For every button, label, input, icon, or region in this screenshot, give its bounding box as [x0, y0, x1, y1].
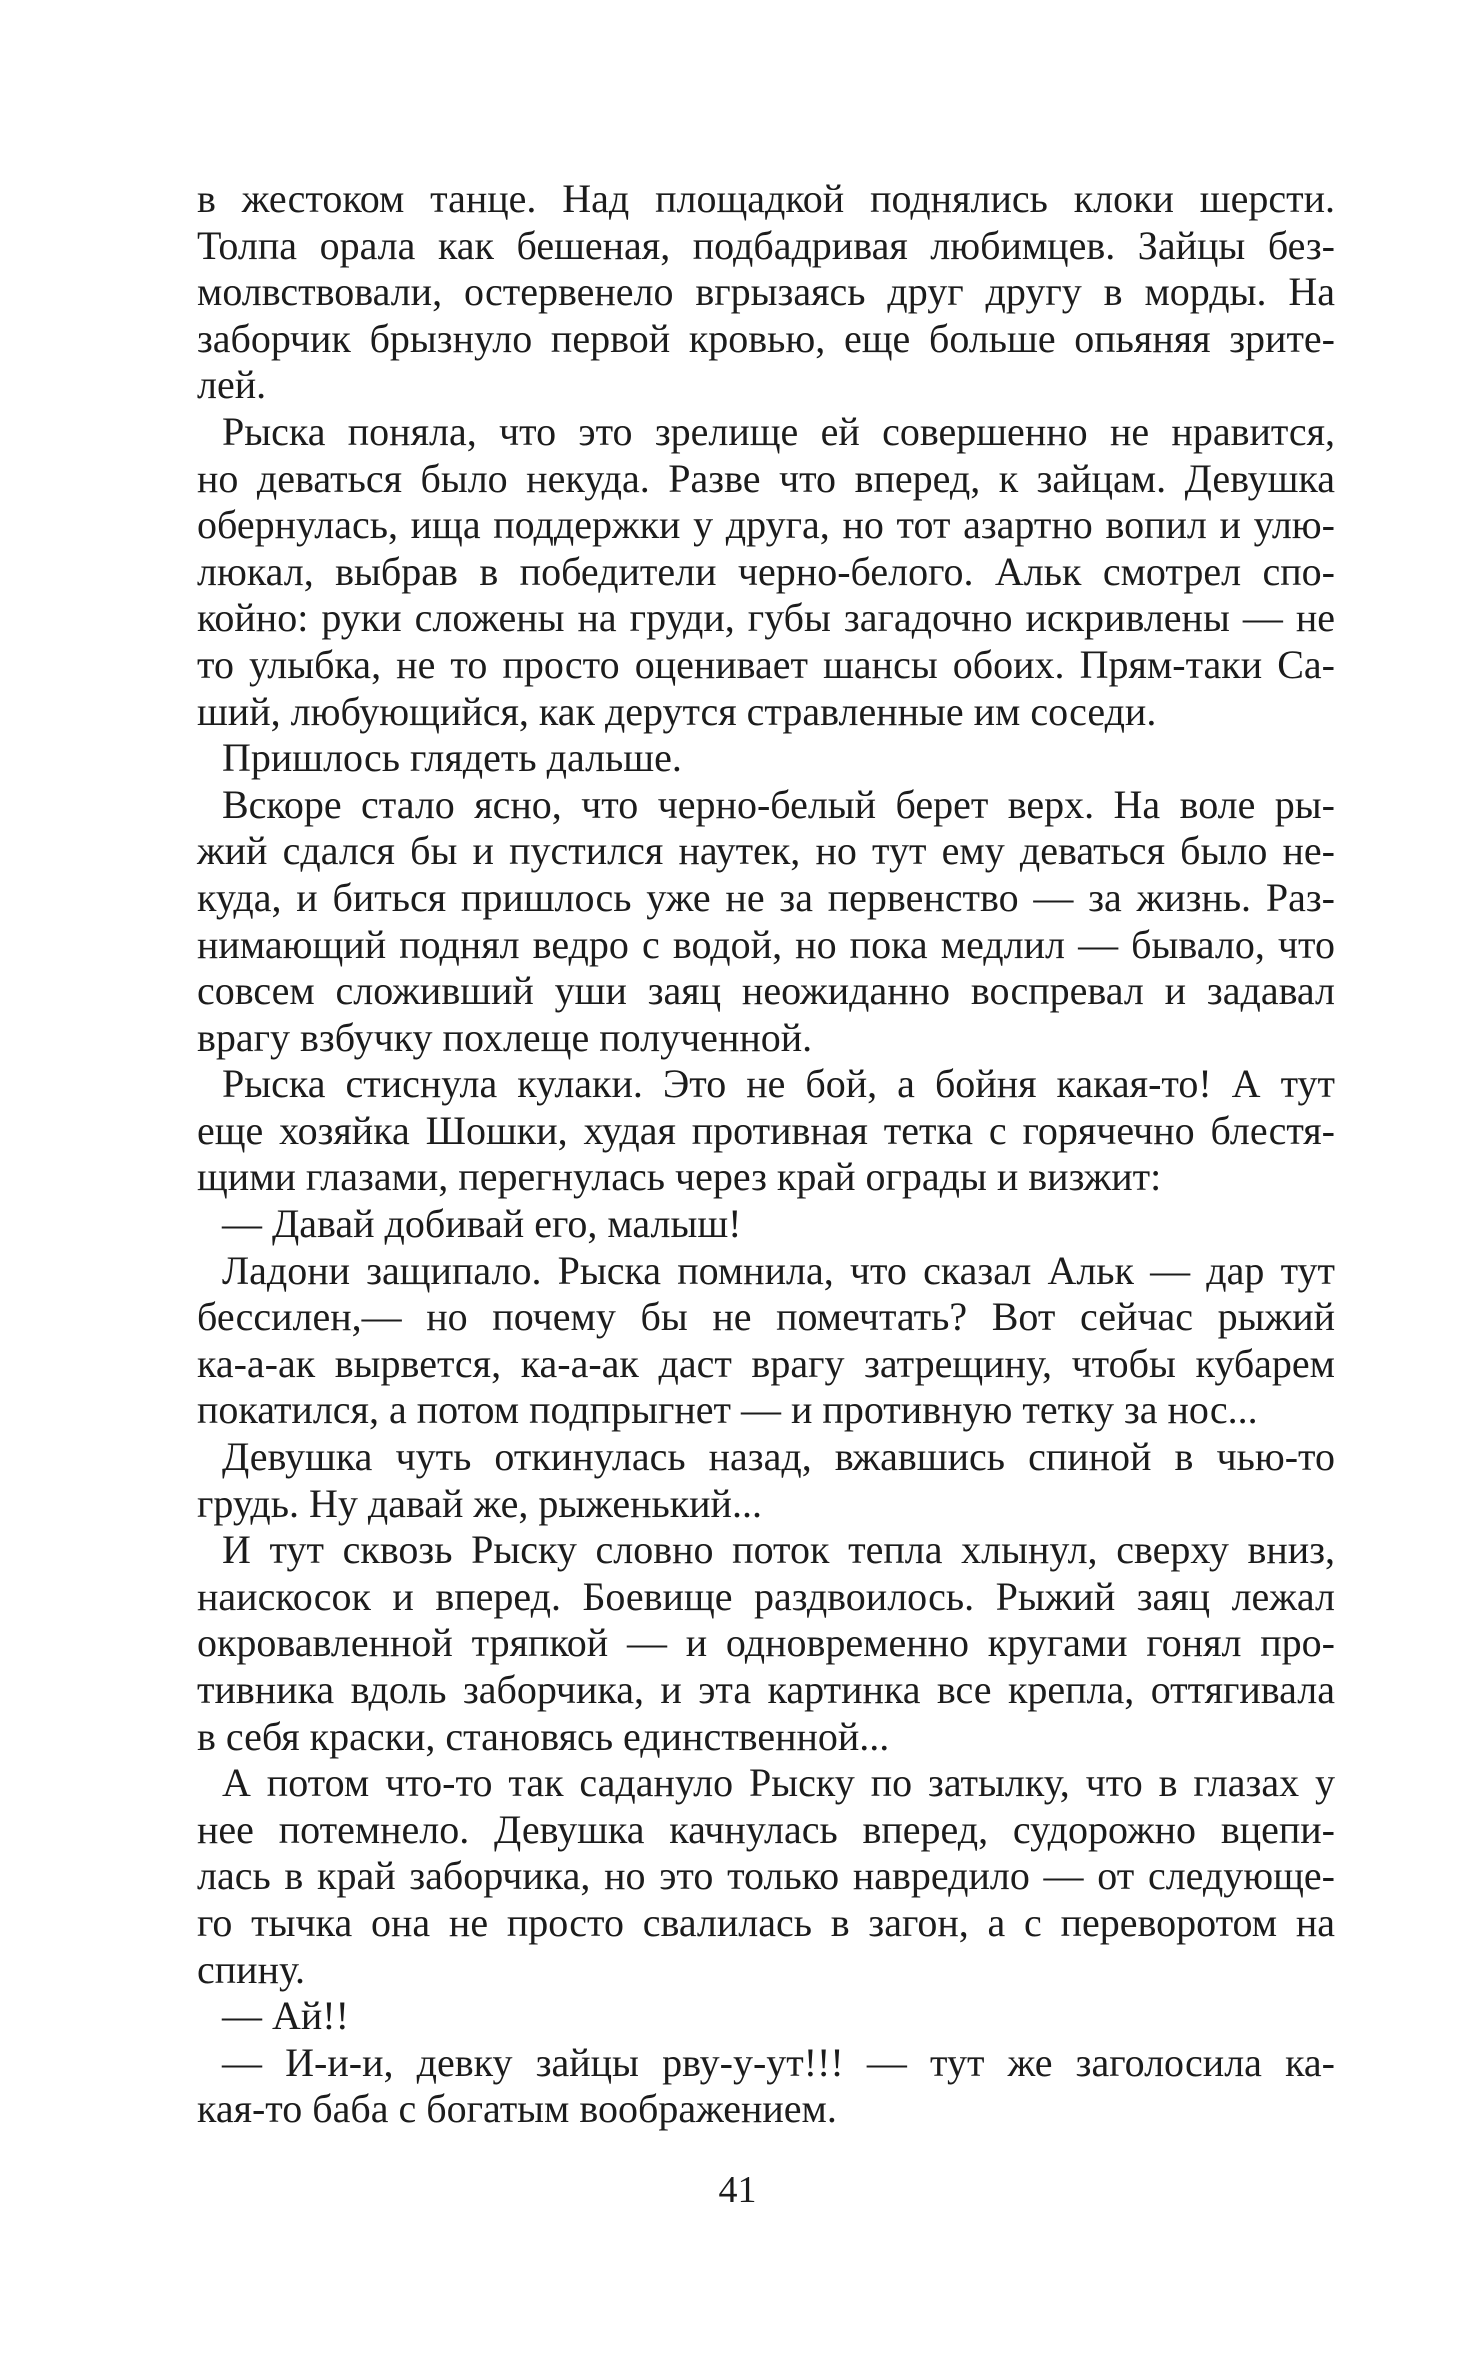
text-line: жий сдался бы и пустился наутек, но тут ему деваться было не- [197, 828, 1335, 874]
text-line: окровавленной тряпкой — и одновременно кругами гонял про- [197, 1620, 1335, 1666]
paragraph-start-line: Ладони защипало. Рыска помнила, что сказал Альк — дар тут [222, 1247, 1335, 1293]
paragraph-start-line: А потом что-то так садануло Рыску по затылку, что в глазах у [222, 1760, 1335, 1806]
paragraph-start-line: И тут сквозь Рыску словно поток тепла хлынул, сверху вниз, [222, 1527, 1335, 1573]
text-line: бессилен,— но почему бы не помечтать? Вот сейчас рыжий [197, 1294, 1335, 1340]
text-line: то улыбка, не то просто оценивает шансы обоих. Прям-таки Са- [197, 641, 1335, 687]
text-line: грудь. Ну давай же, рыженький... [197, 1480, 762, 1526]
text-line: совсем сложивший уши заяц неожиданно воспревал и задавал [197, 968, 1335, 1014]
text-line: ший, любующийся, как дерутся стравленные им соседи. [197, 688, 1157, 734]
text-line: Толпа орала как бешеная, подбадривая любимцев. Зайцы без- [197, 222, 1335, 268]
text-line: наискосок и вперед. Боевище раздвоилось. Рыжий заяц лежал [197, 1573, 1335, 1619]
text-line: покатился, а потом подпрыгнет — и противную тетку за нос... [197, 1387, 1258, 1433]
text-line: люкал, выбрав в победители черно-белого. Альк смотрел спо- [197, 548, 1335, 594]
text-line: го тычка она не просто свалилась в загон, а с переворотом на [197, 1899, 1335, 1945]
text-line: лась в край заборчика, но это только навредило — от следующе- [197, 1853, 1335, 1899]
paragraph-start-line: Рыска стиснула кулаки. Это не бой, а бойня какая-то! А тут [222, 1061, 1335, 1107]
paragraph-start-line: Рыска поняла, что это зрелище ей совершенно не нравится, [222, 408, 1335, 454]
text-line: щими глазами, перегнулась через край ограды и визжит: [197, 1154, 1162, 1200]
text-line: нее потемнело. Девушка качнулась вперед, судорожно вцепи- [197, 1806, 1335, 1852]
text-line: ка-а-ак вырвется, ка-а-ак даст врагу затрещину, чтобы кубарем [197, 1340, 1335, 1386]
text-line: молвствовали, остервенело вгрызаясь друг другу в морды. На [197, 269, 1335, 315]
text-line: тивника вдоль заборчика, и эта картинка все крепла, оттягивала [197, 1667, 1335, 1712]
text-line: заборчик брызнуло первой кровью, еще больше опьяняя зрите- [197, 315, 1335, 361]
text-line: в жестоком танце. Над площадкой поднялись клоки шерсти. [197, 176, 1335, 221]
text-line: кая-то баба с богатым воображением. [197, 2086, 837, 2132]
paragraph-start-line: Девушка чуть откинулась назад, вжавшись спиной в чью-то [222, 1434, 1335, 1480]
text-line: койно: руки сложены на груди, губы загадочно искривлены — не [197, 595, 1335, 641]
text-line: врагу взбучку похлеще полученной. [197, 1014, 813, 1060]
text-line: но деваться было некуда. Разве что вперед, к зайцам. Девушка [197, 455, 1335, 501]
dialogue-line: — Ай!! [222, 1993, 349, 2039]
dialogue-line: — Давай добивай его, малыш! [222, 1201, 742, 1247]
text-line: еще хозяйка Шошки, худая противная тетка с горячечно блестя- [197, 1107, 1335, 1153]
page-body [197, 176, 1335, 2133]
text-line: обернулась, ища поддержки у друга, но тот азартно вопил и улю- [197, 502, 1335, 548]
text-line: в себя краски, становясь единственной... [197, 1713, 890, 1759]
paragraph-start-line: Пришлось глядеть дальше. [222, 735, 682, 781]
page-number: 41 [718, 2169, 757, 2211]
text-line: куда, и биться пришлось уже не за первенство — за жизнь. Раз- [197, 874, 1335, 920]
text-line: лей. [197, 362, 267, 408]
text-line: спину. [197, 1946, 305, 1992]
dialogue-line: — И-и-и, девку зайцы рву-у-ут!!! — тут же заголосила ка- [222, 2039, 1335, 2085]
paragraph-start-line: Вскоре стало ясно, что черно-белый берет верх. На воле ры- [222, 781, 1335, 827]
text-line: нимающий поднял ведро с водой, но пока медлил — бывало, что [197, 921, 1335, 967]
